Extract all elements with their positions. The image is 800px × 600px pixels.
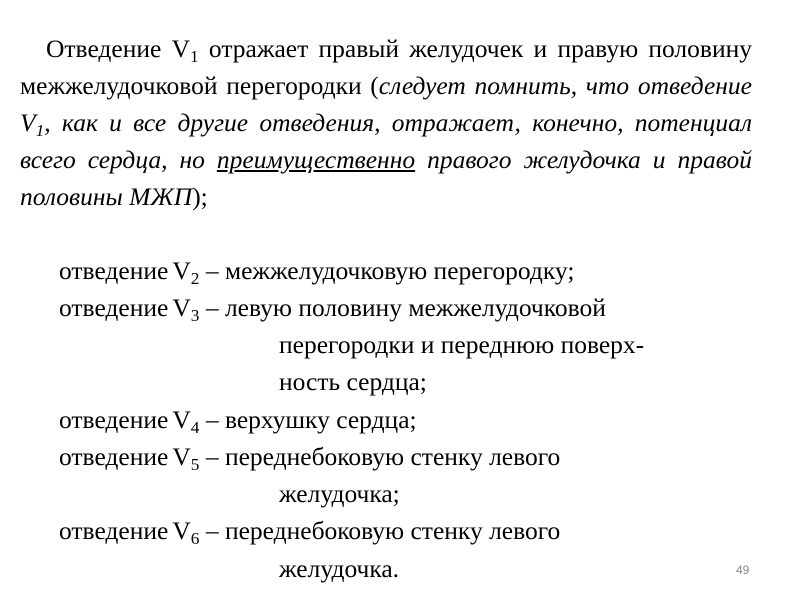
lead-description: – верхушку сердца;: [199, 405, 417, 434]
lead-v5-line: [59, 438, 560, 475]
paragraph-closing: );: [192, 182, 208, 211]
lead-letter: V: [172, 442, 191, 471]
lead-subscript: 3: [190, 305, 200, 325]
italic-note-part-1: следует помнить, что отведение V: [20, 71, 752, 137]
lead-label: отведение: [59, 256, 169, 285]
lead-description: – переднебоковую стенку левого: [199, 516, 561, 545]
lead-description: – переднебоковую стенку левого: [199, 442, 561, 471]
lead-letter: V: [172, 256, 191, 285]
lead-v3-continuation-1: перегородки и переднюю поверх-: [279, 330, 645, 359]
lead-subscript: 2: [190, 268, 200, 288]
lead-description: – межжелудочковую перегородку;: [199, 256, 575, 285]
intro-paragraph: [20, 30, 752, 215]
lead-letter: V: [172, 405, 191, 434]
lead-v3-continuation-2: ность сердца;: [279, 367, 427, 396]
lead-label: отведение: [59, 442, 169, 471]
lead-label: отведение: [59, 516, 169, 545]
lead-v3-line: [59, 289, 606, 326]
lead-v1-subscript: 1: [190, 46, 199, 66]
italic-note-part-3: правого желудочка и правой половины МЖП: [20, 145, 752, 211]
lead-letter: V: [172, 293, 191, 322]
underlined-word: преимущественно: [216, 145, 416, 174]
lead-v4-line: [59, 401, 417, 438]
lead-v5-continuation: желудочка;: [279, 479, 400, 508]
lead-letter: V: [172, 516, 191, 545]
lead-description: – левую половину межжелудочковой: [199, 293, 606, 322]
italic-note-part-2: , как и все другие отведения, отражает, конечно, потенциал всего сердца, но: [20, 108, 752, 174]
lead-v6-continuation: желудочка.: [279, 554, 400, 583]
lead-v2-line: [59, 252, 574, 289]
lead-subscript: 6: [190, 528, 200, 548]
lead-label: отведение: [59, 405, 169, 434]
lead-label: отведение: [59, 293, 169, 322]
lead-subscript: 4: [190, 417, 200, 437]
lead-subscript: 5: [190, 454, 200, 474]
lead-v6-line: [59, 512, 560, 549]
page-number: 49: [736, 563, 750, 577]
italic-note-subscript: 1: [35, 120, 45, 140]
lead-v1-title: Отведение V: [46, 34, 190, 63]
lead-v1-description: отражает правый желудочек и правую половину межжелудочковой перегородки (: [20, 34, 752, 100]
